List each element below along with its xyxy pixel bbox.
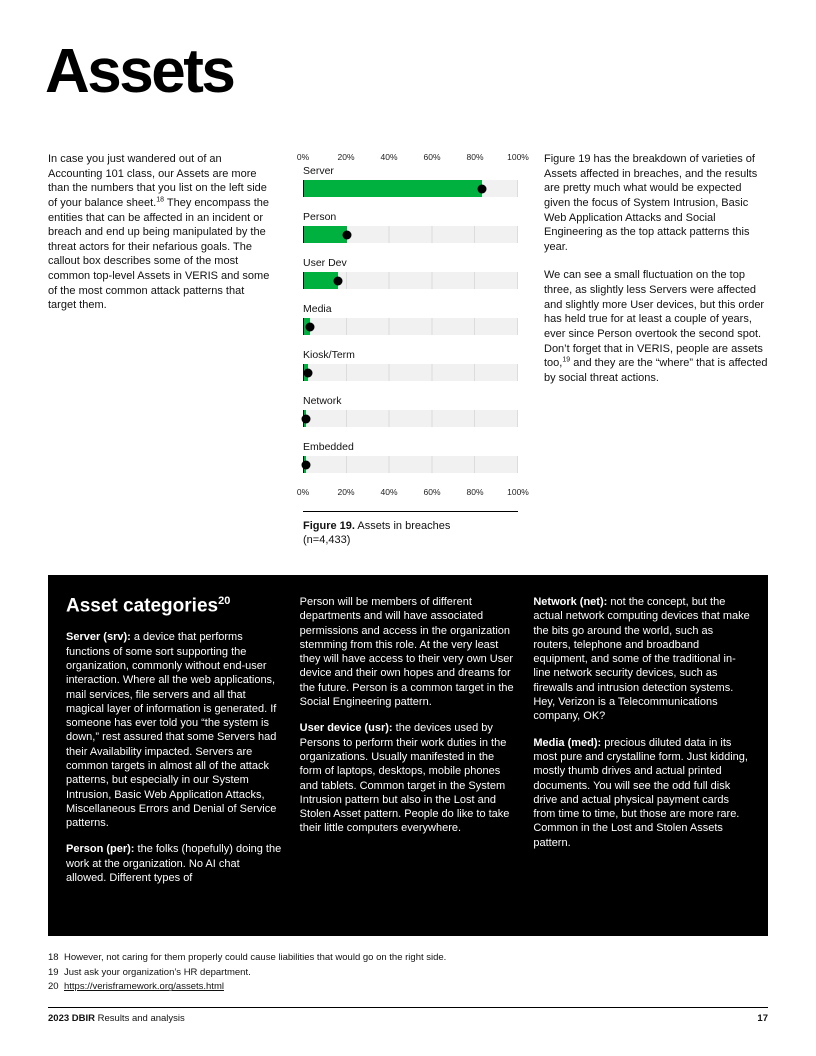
callout-title [66,595,283,617]
bar-label: Media [303,303,332,315]
footnote-number: 18 [48,952,59,963]
bar-dot [334,276,343,285]
chart-row [303,257,518,289]
axis-tick: 80% [466,487,484,497]
callout-paragraph-person [66,842,283,885]
chart-row [303,303,518,335]
footnote-ref-18: 18 [156,196,165,204]
veris-framework-link[interactable]: https://verisframework.org/assets.html [64,981,224,993]
term-network: Network (net): [533,596,608,608]
term-server-text: a device that performs functions of some sort supporting the organization, commonly without end-user interaction. Where all the web applications, mail services, file servers and all that magical layer of information is generated. If someone has ever told you “the system is down,” rest assured that some Servers had their Availability impacted. Servers are common targets in almost all of the attack patterns, but especially in our System Intrusion, Basic Web Application Attacks, Miscellaneous Errors and Denial of Service patterns. [66,631,277,830]
footnote-20 [48,980,768,995]
bar-track [303,272,518,289]
figure-19-chart [296,152,529,548]
footnote-text: Just ask your organization’s HR department. [64,966,251,978]
callout-paragraph-person-cont [300,595,517,709]
axis-tick: 40% [380,152,398,162]
term-media: Media (med): [533,736,602,749]
page-number-text: 17 [757,1013,768,1024]
bar-label: Server [303,165,334,177]
footnote-19 [48,966,768,981]
callout-paragraph-server [66,630,283,830]
term-person-cont-text: Person will be members of different departments and will have associated permissions and access in the organization stemming from this role. At the very least they will have access to their very own User device and their own hopes and dreams for the future. Person is a common target in the Social Engineering pattern. [299,596,514,709]
bar-fill [304,180,482,197]
callout-column-2 [300,595,517,916]
term-server: Server (srv): [66,631,131,644]
footnote-ref-19: 19 [562,356,571,364]
bar-track [303,410,518,427]
bar-dot [304,368,313,377]
axis-tick: 0% [296,152,310,162]
bar-label: User Dev [303,257,347,269]
page-footer [48,1007,768,1024]
intro-column [48,152,270,548]
chart-row [303,395,518,427]
chart-bars [303,165,518,473]
term-media-text: precious diluted data in its most pure and crystalline form. Just kidding, mostly thumb drives and actual printed documents. You will see the odd full disk drive and actual physical payment cards from time to time, but those are more rare. Common in the Lost and Stolen Assets pattern. [533,736,748,849]
bar-dot [342,230,351,239]
chart-row [303,441,518,473]
intro-paragraph [48,152,270,313]
axis-tick: 40% [380,487,398,497]
chart-axis-top [296,152,529,165]
figure-caption-text: Assets in breaches [354,520,451,532]
bar-dot [477,184,486,193]
page-number [757,1013,768,1024]
footnotes [48,951,768,995]
bar-label: Kiosk/Term [303,349,355,361]
top-section [48,152,768,548]
asset-categories-callout [48,575,768,936]
figure-caption-label: Figure 19. [303,520,355,532]
commentary-paragraph-2 [544,268,768,385]
figure-caption [303,519,518,548]
bar-label: Person [303,211,337,223]
callout-title-text: Asset categories [66,595,219,617]
intro-text-1: In case you just wandered out of an Accounting 101 class, our Assets are more than the numbers that you list on the left side of your balance sheet. [48,153,267,209]
commentary-text-2: and they are the “where” that is affected by social threat actions. [544,357,768,384]
axis-tick: 80% [466,152,484,162]
callout-paragraph-media [533,736,750,850]
footnote-number: 19 [48,966,59,978]
commentary-paragraph-1: Figure 19 has the breakdown of varieties of Assets affected in breaches, and the results are pretty much what would be expected given the focus of System Intrusion, Basic Web Application Attacks and Social Engineering as the top attack patterns this year. [544,153,758,253]
term-network-text: not the concept, but the actual network computing devices that make the bits go around the world, such as routers, telephone and broadband equipment, and some of the traditional in-line network security devices, such as firewalls and intrusion detection systems. Hey, Verizon is a Telecommunications company, OK? [533,596,750,723]
bar-label: Embedded [303,441,354,453]
term-user-device: User device (usr): [299,722,393,735]
callout-column-1 [66,595,283,916]
commentary-column [544,152,768,548]
axis-tick: 20% [337,152,355,162]
bar-track [303,364,518,381]
bar-track [303,180,518,197]
chart-axis-bottom [296,487,529,500]
intro-text-2: They encompass the entities that can be affected in an incident or breach and end up being manipulated by the threat actors for their nefarious goals. The callout box describes some of the most common top-level Assets in VERIS and some of the most common attack patterns that target them. [48,196,270,312]
axis-tick: 20% [337,487,355,497]
callout-paragraph-network [533,595,750,724]
axis-tick: 0% [296,487,310,497]
figure-divider [303,511,518,512]
bar-dot [302,460,311,469]
chart-row [303,349,518,381]
bar-dot [302,414,311,423]
term-person-text: the folks (hopefully) doing the work at the organization. No AI chat allowed. Different types of [66,843,282,885]
footer-report-title [48,1013,185,1024]
page-title: Assets [45,37,234,106]
bar-fill [304,226,347,243]
callout-column-3 [533,595,750,916]
bar-track [303,226,518,243]
term-person: Person (per): [66,843,135,856]
callout-paragraph-user-device [300,721,517,835]
footnote-text: However, not caring for them properly could cause liabilities that would go on the right side. [64,952,447,963]
footer-brand: 2023 DBIR [48,1013,95,1024]
bar-track [303,456,518,473]
commentary-text-1: We can see a small fluctuation on the top three, as slightly less Servers were affected and slightly more User devices, but this order has held true for at least a couple of years, ever since Person overtook the second spot. Don’t forget that in VERIS, people are assets too, [544,269,765,370]
term-user-device-text: the devices used by Persons to perform their work duties in the organizations. Usually manifested in the form of laptops, desktops, mobile phones and tablets. Common target in the System Intrusion pattern but also in the Lost and Stolen Asset pattern. People do like to take their little computers everywhere. [299,722,510,835]
footnote-ref-20: 20 [218,595,231,607]
footnote-18 [48,951,768,966]
bar-dot [306,322,315,331]
chart-row [303,165,518,197]
bar-label: Network [303,395,342,407]
axis-tick: 100% [507,152,529,162]
axis-tick: 60% [423,487,441,497]
chart-row [303,211,518,243]
bar-track [303,318,518,335]
footer-subtitle: Results and analysis [95,1013,185,1024]
axis-tick: 60% [423,152,441,162]
footnote-number: 20 [48,981,59,993]
axis-tick: 100% [507,487,529,497]
figure-caption-n: (n=4,433) [303,534,351,547]
